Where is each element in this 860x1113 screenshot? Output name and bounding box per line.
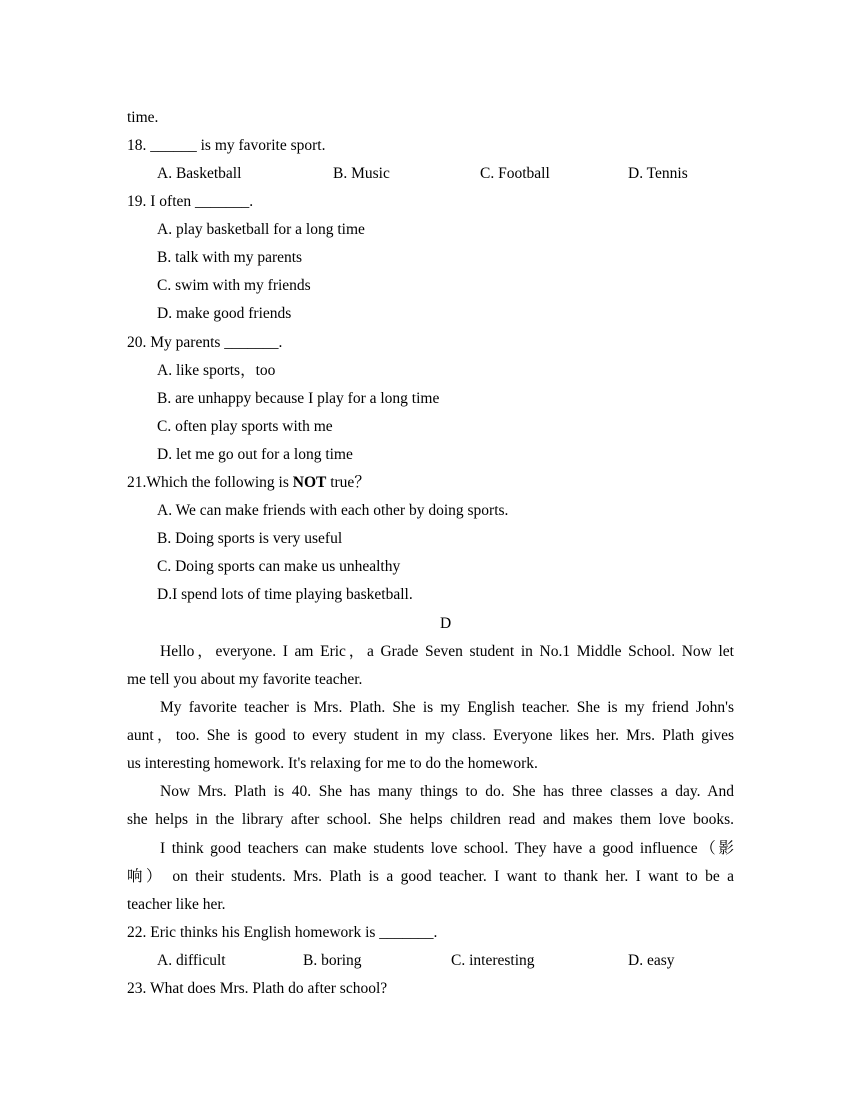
- question-19-option-b: B. talk with my parents: [157, 249, 303, 266]
- passage-p3-line1: Now Mrs. Plath is 40. She has many things to do. She has three classes a day. And: [160, 783, 734, 800]
- question-22-option-d: D. easy: [628, 952, 675, 969]
- question-18-option-b: B. Music: [333, 165, 390, 182]
- question-18-option-a: A. Basketball: [157, 165, 242, 182]
- question-19-option-c: C. swim with my friends: [157, 277, 311, 294]
- passage-p4-line1: I think good teachers can make students love school. They have a good influence（影: [160, 840, 734, 857]
- question-22-option-c: C. interesting: [451, 952, 535, 969]
- question-19-option-d: D. make good friends: [157, 305, 292, 322]
- passage-p1-line2: me tell you about my favorite teacher.: [127, 671, 363, 688]
- question-19-option-a: A. play basketball for a long time: [157, 221, 365, 238]
- question-20-option-b: B. are unhappy because I play for a long time: [157, 390, 440, 407]
- passage-p4-line2: 响） on their students. Mrs. Plath is a good teacher. I want to thank her. I want to be a: [127, 868, 734, 885]
- question-22-stem: 22. Eric thinks his English homework is _______.: [127, 924, 438, 941]
- section-title: D: [440, 615, 452, 632]
- question-22-option-b: B. boring: [303, 952, 362, 969]
- passage-p2-line1: My favorite teacher is Mrs. Plath. She is my English teacher. She is my friend John's: [160, 699, 734, 716]
- question-19-stem: 19. I often _______.: [127, 193, 254, 210]
- question-21-stem-bold: NOT: [292, 474, 327, 491]
- question-21-option-a: A. We can make friends with each other by doing sports.: [157, 502, 509, 519]
- question-21-option-b: B. Doing sports is very useful: [157, 530, 343, 547]
- question-18-stem: 18. ______ is my favorite sport.: [127, 137, 326, 154]
- question-21-option-c: C. Doing sports can make us unhealthy: [157, 558, 401, 575]
- question-23-stem: 23. What does Mrs. Plath do after school?: [127, 980, 388, 997]
- passage-p4-line3: teacher like her.: [127, 896, 226, 913]
- question-21-stem-before: 21.Which the following is: [127, 474, 293, 491]
- question-20-stem: 20. My parents _______.: [127, 334, 283, 351]
- question-21-stem-after: true？: [326, 474, 370, 491]
- question-21-option-d: D.I spend lots of time playing basketball.: [157, 586, 413, 603]
- question-20-option-c: C. often play sports with me: [157, 418, 333, 435]
- top-fragment: time.: [127, 109, 159, 126]
- question-22-option-a: A. difficult: [157, 952, 226, 969]
- question-18-option-d: D. Tennis: [628, 165, 688, 182]
- question-21-stem: [127, 473, 370, 493]
- question-20-option-a: A. like sports，too: [157, 362, 276, 379]
- passage-p3-line2: she helps in the library after school. She helps children read and makes them love books.: [127, 811, 734, 828]
- passage-p1-line1: Hello，everyone. I am Eric，a Grade Seven student in No.1 Middle School. Now let: [160, 643, 734, 660]
- passage-p2-line2: aunt，too. She is good to every student in my class. Everyone likes her. Mrs. Plath gives: [127, 727, 734, 744]
- question-18-option-c: C. Football: [480, 165, 550, 182]
- question-20-option-d: D. let me go out for a long time: [157, 446, 353, 463]
- passage-p2-line3: us interesting homework. It's relaxing for me to do the homework.: [127, 755, 538, 772]
